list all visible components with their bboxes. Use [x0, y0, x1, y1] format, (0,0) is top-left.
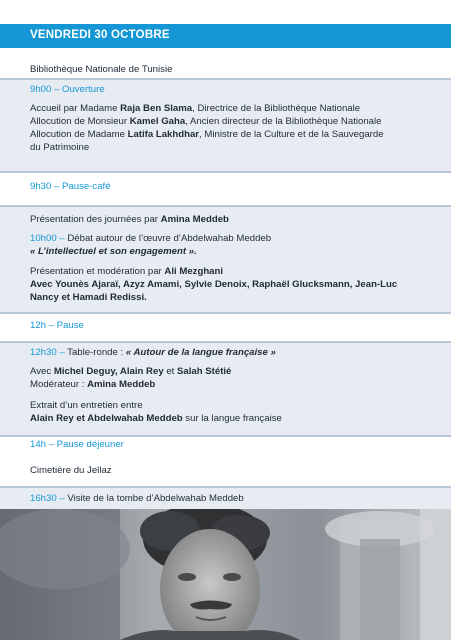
line-avec-2: Nancy et Hamadi Redissi. — [30, 292, 147, 303]
line-accueil: Accueil par Madame Raja Ben Slama, Directrice de la Bibliothèque Nationale — [30, 103, 361, 114]
separator — [0, 341, 451, 343]
line-avec: Avec Michel Deguy, Alain Rey et Salah Stétié — [30, 366, 232, 377]
separator — [0, 78, 451, 80]
line-entretien: Alain Rey et Abdelwahab Meddeb sur la langue française — [30, 413, 282, 424]
portrait-photo — [0, 509, 451, 640]
line-extrait: Extrait d’un entretien entre — [30, 400, 143, 411]
line-debat-quote: « L’intellectuel et son engagement ». — [30, 246, 197, 257]
line-patrimoine: du Patrimoine — [30, 142, 90, 153]
line-presentation: Présentation des journées par Amina Meddeb — [30, 214, 229, 225]
line-visite: 16h30 – Visite de la tombe d’Abdelwahab Meddeb — [30, 493, 244, 504]
venue-bnt: Bibliothèque Nationale de Tunisie — [30, 64, 173, 75]
venue-jellaz: Cimetière du Jellaz — [30, 465, 112, 476]
line-allocution-gaha: Allocution de Monsieur Kamel Gaha, Ancien directeur de la Bibliothèque Nationale — [30, 116, 382, 127]
separator — [0, 486, 451, 488]
line-moderateur: Modérateur : Amina Meddeb — [30, 379, 156, 390]
time-pause: 12h – Pause — [30, 320, 84, 331]
date-title: VENDREDI 30 OCTOBRE — [30, 29, 170, 41]
line-moderation: Présentation et modération par Ali Mezghani — [30, 266, 224, 277]
line-allocution-lakhdhar: Allocution de Madame Latifa Lakhdhar, Ministre de la Culture et de la Sauvegarde — [30, 129, 384, 140]
time-pause-cafe: 9h30 – Pause-café — [30, 181, 111, 192]
separator — [0, 435, 451, 437]
line-table-ronde: 12h30 – Table-ronde : « Autour de la langue française » — [30, 347, 276, 358]
line-debat: 10h00 – Débat autour de l’œuvre d’Abdelwahab Meddeb — [30, 233, 272, 244]
line-avec-1: Avec Younès Ajaraï, Azyz Amami, Sylvie Denoix, Raphaël Glucksmann, Jean-Luc — [30, 279, 398, 290]
separator — [0, 312, 451, 314]
portrait-image — [0, 509, 451, 640]
time-ouverture: 9h00 – Ouverture — [30, 84, 105, 95]
separator — [0, 205, 451, 207]
time-pause-dejeuner: 14h – Pause déjeuner — [30, 439, 124, 450]
date-header — [0, 24, 451, 48]
separator — [0, 171, 451, 173]
